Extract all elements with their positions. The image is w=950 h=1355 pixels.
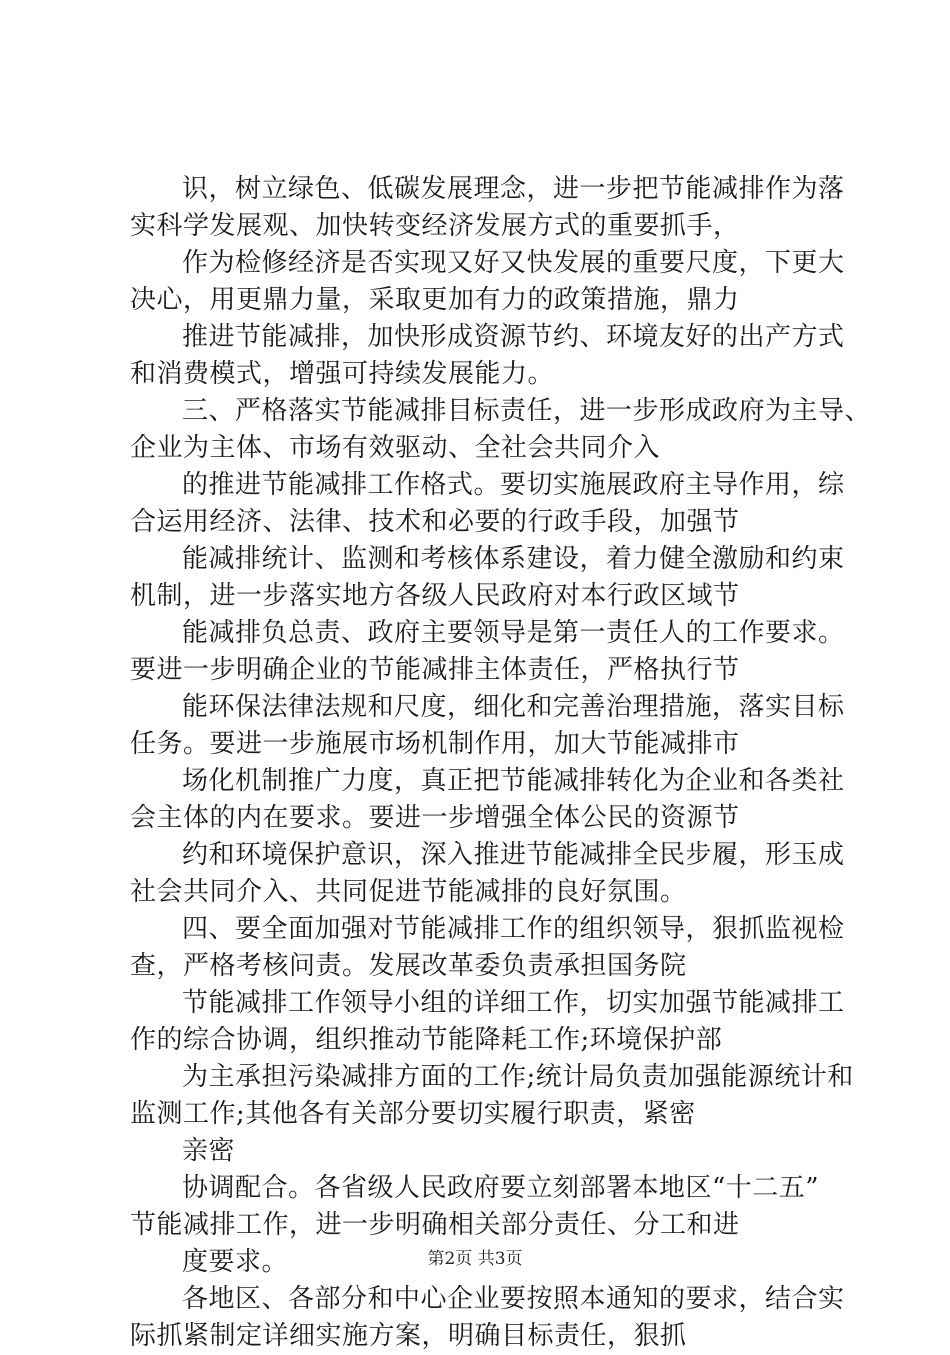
text-line: 四、要全面加强对节能减排工作的组织领导，狠抓监视检 [182,914,845,944]
text-line: 三、严格落实节能减排目标责任，进一步形成政府为主导、 [182,396,872,426]
text-line: 亲密 [182,1136,236,1166]
text-line: 能减排负总责、政府主要领导是第一责任人的工作要求。 [182,618,845,648]
text-line: 查，严格考核问责。发展改革委负责承担国务院 [130,951,687,981]
text-line: 节能减排工作，进一步明确相关部分责任、分工和进 [130,1210,740,1240]
text-line: 能减排统计、监测和考核体系建设，着力健全激励和约束 [182,544,845,574]
text-line: 作为检修经济是否实现又好又快发展的重要尺度，下更大 [182,248,845,278]
text-line: 会主体的内在要求。要进一步增强全体公民的资源节 [130,803,740,833]
page-footer: 第2页 共3页 [427,1249,523,1269]
text-line: 任务。要进一步施展市场机制作用，加大节能减排市 [130,729,740,759]
text-line: 的推进节能减排工作格式。要切实施展政府主导作用，综 [182,470,845,500]
text-line: 要进一步明确企业的节能减排主体责任，严格执行节 [130,655,740,685]
text-line: 际抓紧制定详细实施方案，明确目标责任，狠抓 [130,1321,687,1351]
text-line: 各地区、各部分和中心企业要按照本通知的要求，结合实 [182,1284,845,1314]
text-line: 监测工作;其他各有关部分要切实履行职责，紧密 [130,1099,696,1129]
text-line: 协调配合。各省级人民政府要立刻部署本地区“十二五” [182,1173,820,1203]
text-line: 机制，进一步落实地方各级人民政府对本行政区域节 [130,581,740,611]
text-line: 实科学发展观、加快转变经济发展方式的重要抓手， [130,211,740,241]
text-line: 合运用经济、法律、技术和必要的行政手段，加强节 [130,507,740,537]
text-line: 度要求。 [182,1247,289,1277]
text-line: 作的综合协调，组织推动节能降耗工作;环境保护部 [130,1025,723,1055]
text-line: 企业为主体、市场有效驱动、全社会共同介入 [130,433,661,463]
text-line: 能环保法律法规和尺度，细化和完善治理措施，落实目标 [182,692,845,722]
text-line: 推进节能减排，加快形成资源节约、环境友好的出产方式 [182,322,845,352]
text-line: 决心，用更鼎力量，采取更加有力的政策措施，鼎力 [130,285,740,315]
text-line: 节能减排工作领导小组的详细工作，切实加强节能减排工 [182,988,845,1018]
text-line: 和消费模式，增强可持续发展能力。 [130,359,555,389]
text-line: 约和环境保护意识，深入推进节能减排全民步履，形玉成 [182,840,845,870]
text-line: 场化机制推广力度，真正把节能减排转化为企业和各类社 [182,766,845,796]
text-line: 为主承担污染减排方面的工作;统计局负责加强能源统计和 [182,1062,854,1092]
text-line: 识，树立绿色、低碳发展理念，进一步把节能减排作为落 [182,174,845,204]
document-body [130,171,872,1355]
text-line: 社会共同介入、共同促进节能减排的良好氛围。 [130,877,687,907]
